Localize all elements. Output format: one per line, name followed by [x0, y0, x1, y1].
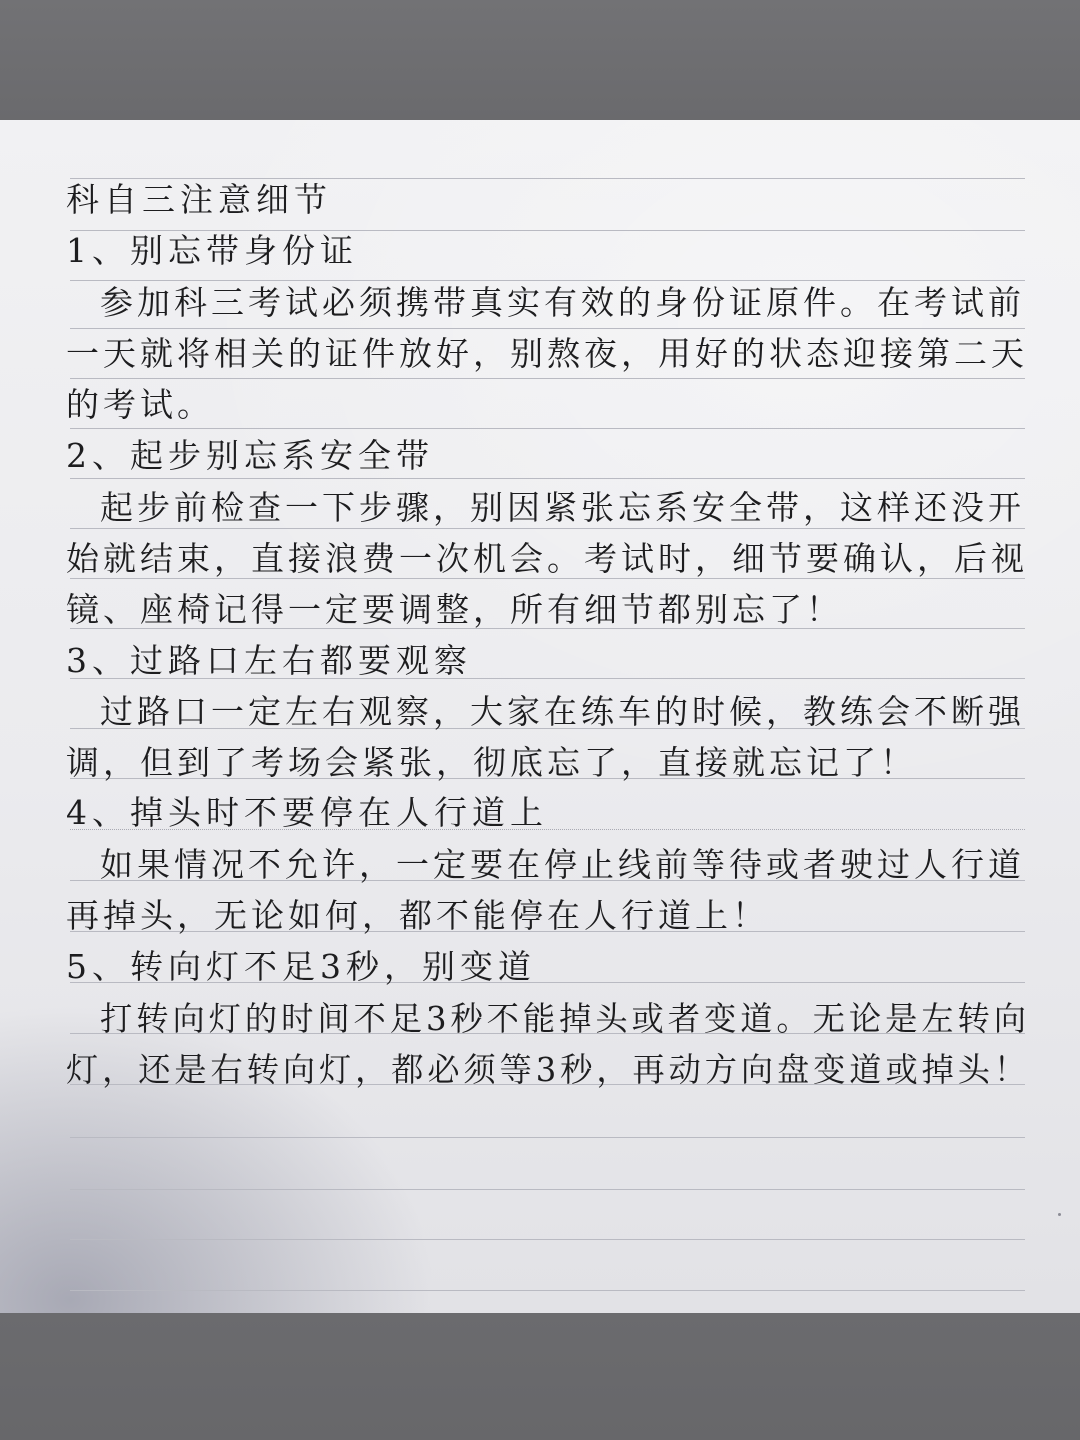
photo-border-bottom: [0, 1313, 1080, 1440]
ruled-line: [70, 478, 1025, 479]
body-line: 打转向灯的时间不足3秒不能掉头或者变道。无论是左转向: [100, 999, 1030, 1038]
section-heading: 2、起步别忘系安全带: [66, 436, 434, 475]
body-line: 调，但到了考场会紧张，彻底忘了，直接就忘记了！: [66, 743, 917, 782]
section-heading: 4、掉头时不要停在人行道上: [66, 793, 548, 832]
body-line: 再掉头，无论如何，都不能停在人行道上！: [66, 896, 769, 935]
body-line: 一天就将相关的证件放好，别熬夜，用好的状态迎接第二天: [66, 334, 1028, 373]
section-heading: 1、别忘带身份证: [66, 231, 358, 270]
photo-border-top: [0, 0, 1080, 120]
ruled-line: [70, 280, 1025, 281]
paper-speck: [1058, 1213, 1061, 1216]
ruled-line: [70, 428, 1025, 429]
body-line: 灯，还是右转向灯，都必须等3秒，再动方向盘变道或掉头！: [66, 1050, 1031, 1089]
ruled-line: [70, 328, 1025, 329]
ruled-line: [70, 1137, 1025, 1138]
note-title: 科自三注意细节: [66, 180, 332, 219]
body-line: 始就结束，直接浪费一次机会。考试时，细节要确认，后视: [66, 539, 1028, 578]
notebook-page: [0, 120, 1080, 1313]
ruled-line: [70, 528, 1025, 529]
ruled-line: [70, 378, 1025, 379]
body-line: 镜、座椅记得一定要调整，所有细节都别忘了！: [66, 590, 843, 629]
body-line: 参加科三考试必须携带真实有效的身份证原件。在考试前: [100, 283, 1025, 322]
ruled-line: [70, 178, 1025, 179]
section-heading: 5、转向灯不足3秒，别变道: [66, 947, 536, 986]
body-line: 过路口一定左右观察，大家在练车的时候，教练会不断强: [100, 692, 1025, 731]
ruled-line: [70, 1189, 1025, 1190]
ruled-line: [70, 1290, 1025, 1291]
body-line: 如果情况不允许，一定要在停止线前等待或者驶过人行道: [100, 845, 1025, 884]
ruled-line: [70, 1239, 1025, 1240]
section-heading: 3、过路口左右都要观察: [66, 641, 472, 680]
body-line: 的考试。: [66, 385, 214, 424]
body-line: 起步前检查一下步骤，别因紧张忘系安全带，这样还没开: [100, 488, 1025, 527]
